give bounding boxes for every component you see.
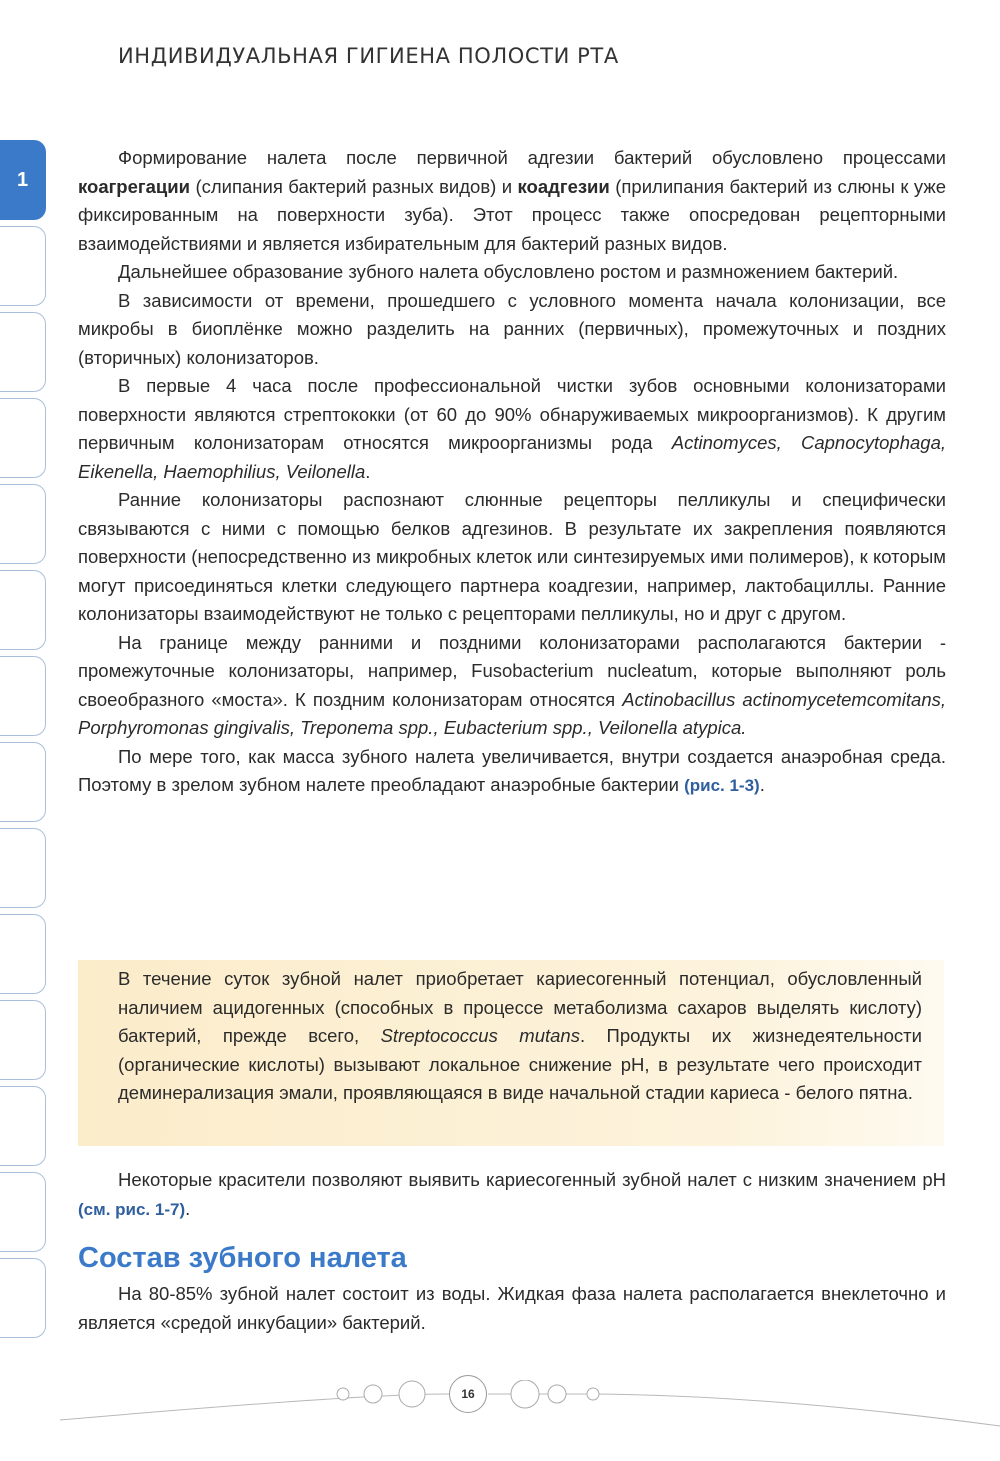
paragraph: Некоторые красители позволяют выявить кариесогенный зубной налет с низким значением pH (см. рис. 1-7). (78, 1169, 946, 1219)
highlight-box (78, 960, 944, 1146)
paragraph: Дальнейшее образование зубного налета обусловлено ростом и размножением бактерий. (118, 261, 899, 282)
chapter-tab[interactable] (0, 398, 46, 478)
chapter-tab[interactable] (0, 312, 46, 392)
paragraph: В зависимости от времени, прошедшего с условного момента начала колонизации, все микробы в биоплёнке можно разделить на ранних (первичных), промежуточных и поздних (вторичных) колонизаторов. (78, 289, 946, 368)
chapter-tab[interactable] (0, 1000, 46, 1080)
paragraph: На границе между ранними и поздними колонизаторами располагаются бактерии - промежуточные колонизаторы, например, Fusobacterium nucleatum, которые выполняют роль своеобразного «моста». К поздним колонизаторам относятся Actinobacillus actinomycetemcomitans, Porphyromonas gingivalis, Treponema spp., Eubacterium spp., Veilonella atypica. (78, 631, 946, 738)
running-title: ИНДИВИДУАЛЬНАЯ ГИГИЕНА ПОЛОСТИ РТА (118, 44, 619, 68)
chapter-tab[interactable] (0, 226, 46, 306)
chapter-tab[interactable] (0, 742, 46, 822)
main-text-continued (78, 1166, 946, 1224)
paragraph: По мере того, как масса зубного налета увеличивается, внутри создается анаэробная среда. Поэтому в зрелом зубном налете преобладают анаэробные бактерии (рис. 1-3). (78, 745, 946, 795)
paragraph: Ранние колонизаторы распознают слюнные рецепторы пелликулы и специфически связываются с ними с помощью белков адгезинов. В результате их закрепления появляются поверхности (непосредственно из микробных клеток или синтезируемых ими полимеров), к которым могут присоединяться клетки следующего партнера коадгезии, например, лактобациллы. Ранние колонизаторы взаимодействуют не только с рецепторами пелликулы, но и друг с другом. (78, 489, 946, 624)
chapter-tab[interactable] (0, 914, 46, 994)
section-heading: Состав зубного налета (78, 1242, 407, 1274)
chapter-tab[interactable] (0, 1086, 46, 1166)
chapter-tab[interactable] (0, 570, 46, 650)
paragraph: На 80-85% зубной налет состоит из воды. Жидкая фаза налета располагается внеклеточно и является «средой инкубации» бактерий. (78, 1283, 946, 1333)
chapter-tab[interactable] (0, 484, 46, 564)
footer-decoration (60, 1380, 1000, 1440)
term-coaggregation: коагрегации (78, 175, 191, 197)
chapter-tab[interactable] (0, 828, 46, 908)
page-number: 16 (449, 1375, 487, 1413)
chapter-tabs (0, 140, 48, 1344)
species-list: Actinomyces, Capnocytophaga, Eikenella, Haemophilius, Veilonella (78, 432, 946, 482)
main-text (78, 144, 946, 801)
paragraph: В первые 4 часа после профессиональной чистки зубов основными колонизаторами поверхности являются стрептококки (от 60 до 90% обнаруживаемых микроорганизмов). К другим первичным колонизаторам относятся микроорганизмы рода Actinomyces, Capnocytophaga, Eikenella, Haemophilius, Veilonella. (78, 375, 946, 482)
term-coadhesion: коадгезии (517, 175, 610, 197)
section-body (78, 1280, 946, 1337)
chapter-tab[interactable] (0, 1172, 46, 1252)
chapter-tab-active[interactable]: 1 (0, 140, 46, 220)
paragraph: Формирование налета после первичной адгезии бактерий обусловлено процессами коагрегации (слипания бактерий разных видов) и коадгезии (прилипания бактерий из слюны к уже фиксированным на поверхности зуба). Этот процесс также опосредован рецепторными взаимодействиями и является избирательным для бактерий разных видов. (78, 147, 946, 254)
species-list: Actinobacillus actinomycetemcomitans, Porphyromonas gingivalis, Treponema spp., Eubacterium spp., Veilonella atypica. (78, 688, 946, 738)
figure-reference[interactable]: (см. рис. 1-7) (78, 1199, 186, 1219)
chapter-tab[interactable] (0, 1258, 46, 1338)
callout-text: В течение суток зубной налет приобретает кариесогенный потенциал, обусловленный наличием ацидогенных (способных в процессе метаболизма сахаров выделять кислоту) бактерий, прежде всего, Streptococcus mutans. Продукты их жизнедеятельности (органические кислоты) вызывают локальное снижение pH, в результате чего происходит деминерализация эмали, проявляющаяся в виде начальной стадии кариеса - белого пятна. (118, 968, 922, 1103)
chapter-tab[interactable] (0, 656, 46, 736)
species-name: Streptococcus mutans (380, 1025, 580, 1046)
figure-reference[interactable]: (рис. 1-3) (684, 776, 760, 795)
